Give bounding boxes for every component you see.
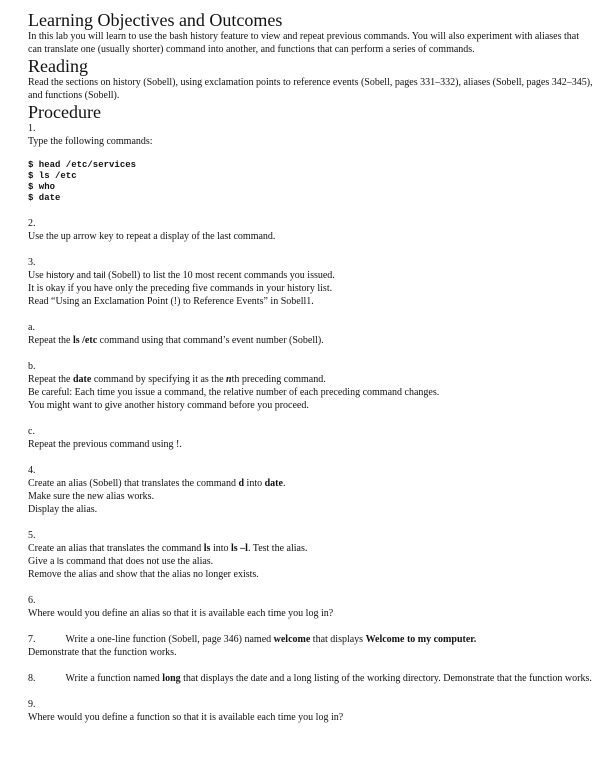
step-4-line-1	[28, 477, 595, 490]
step-b-line-1	[28, 373, 595, 386]
step-c-number: c.	[28, 426, 35, 437]
step-8-number: 8.	[28, 673, 36, 684]
text-span: command that does not use the alias.	[63, 556, 214, 567]
command-block	[28, 160, 595, 204]
text-span: .	[282, 478, 286, 489]
n-variable: n	[226, 374, 232, 385]
long-function-name: long	[162, 673, 181, 684]
step-6-text: Where would you define an alias so that it is available each time you log in?	[28, 608, 334, 619]
text-span: Create an alias (Sobell) that translates the command	[28, 478, 239, 489]
date-command: date	[264, 478, 283, 489]
step-8-text	[28, 672, 595, 685]
step-b-line-2: Be careful: Each time you issue a command, the relative number of each preceding command changes.	[28, 387, 440, 398]
objectives-heading: Learning Objectives and Outcomes	[28, 10, 283, 30]
d-command: d	[238, 478, 245, 489]
step-4-number: 4.	[28, 465, 36, 476]
step-1-text: Type the following commands:	[28, 136, 153, 147]
ls-l-command: ls –l	[231, 543, 248, 554]
step-1-number: 1.	[28, 123, 36, 134]
text-span: Repeat the	[28, 335, 73, 346]
command-line: $ who	[28, 182, 56, 192]
text-span: command by specifying it as the	[91, 374, 227, 385]
procedure-heading: Procedure	[28, 102, 101, 122]
text-span: Use	[28, 270, 47, 281]
step-4-line-3: Display the alias.	[28, 504, 98, 515]
command-line: $ ls /etc	[28, 171, 77, 181]
reading-heading: Reading	[28, 56, 88, 76]
objectives-text: In this lab you will learn to use the bash history feature to view and repeat previous commands. You will also experiment with aliases that can translate one (usually shorter) command into another, and functions that can perform a series of commands.	[28, 31, 579, 55]
step-7-number: 7.	[28, 634, 36, 645]
step-4-line-2: Make sure the new alias works.	[28, 491, 155, 502]
step-a-number: a.	[28, 322, 35, 333]
step-5-number: 5.	[28, 530, 36, 541]
tail-command: tail	[93, 270, 106, 281]
text-span: that displays the date and a long listing of the working directory. Demonstrate that the function works.	[180, 673, 592, 684]
ls-command: ls	[203, 543, 211, 554]
step-9-number: 9.	[28, 699, 36, 710]
step-3-line-3: Read “Using an Exclamation Point (!) to Reference Events” in Sobell1.	[28, 296, 314, 307]
step-a-text	[28, 334, 595, 347]
step-7-line-1	[28, 633, 595, 646]
step-5-line-2	[28, 555, 595, 568]
step-b-line-3: You might want to give another history command before you proceed.	[28, 400, 309, 411]
text-span: command using that command’s event number (Sobell).	[97, 335, 324, 346]
step-2-text: Use the up arrow key to repeat a display of the last command.	[28, 231, 276, 242]
text-span: and	[74, 270, 94, 281]
welcome-message: Welcome to my computer.	[365, 634, 477, 645]
text-span: th preceding command.	[231, 374, 326, 385]
date-command: date	[72, 374, 92, 385]
step-9-text: Where would you define a function so that it is available each time you log in?	[28, 712, 344, 723]
step-7-line-2: Demonstrate that the function works.	[28, 647, 177, 658]
text-span: Repeat the	[28, 374, 73, 385]
text-span: (Sobell) to list the 10 most recent commands you issued.	[105, 270, 335, 281]
step-5-line-3: Remove the alias and show that the alias no longer exists.	[28, 569, 259, 580]
step-5-line-1	[28, 542, 595, 555]
welcome-function-name: welcome	[273, 634, 311, 645]
command-line: $ head /etc/services	[28, 160, 137, 170]
step-b-number: b.	[28, 361, 36, 372]
reading-text: Read the sections on history (Sobell), using exclamation points to reference events (Sobell, pages 331–332), aliases (Sobell, pages 342–345), and functions (Sobell).	[28, 77, 593, 101]
history-command: history	[46, 270, 75, 281]
text-span: Write a one-line function (Sobell, page 346) named	[65, 634, 274, 645]
text-span: Create an alias that translates the command	[28, 543, 204, 554]
step-c-text: Repeat the previous command using !.	[28, 439, 182, 450]
step-3-number: 3.	[28, 257, 36, 268]
step-3-line-1	[28, 269, 595, 282]
ls-command: ls	[56, 556, 64, 567]
text-span: . Test the alias.	[247, 543, 308, 554]
text-span: into	[210, 543, 232, 554]
text-span: that displays	[310, 634, 366, 645]
text-span: Write a function named	[65, 673, 163, 684]
text-span: Give a	[28, 556, 57, 567]
command-line: $ date	[28, 193, 61, 203]
ls-etc-command: ls /etc	[72, 335, 98, 346]
step-2-number: 2.	[28, 218, 36, 229]
step-6-number: 6.	[28, 595, 36, 606]
step-3-line-2: It is okay if you have only the preceding five commands in your history list.	[28, 283, 333, 294]
text-span: into	[244, 478, 265, 489]
